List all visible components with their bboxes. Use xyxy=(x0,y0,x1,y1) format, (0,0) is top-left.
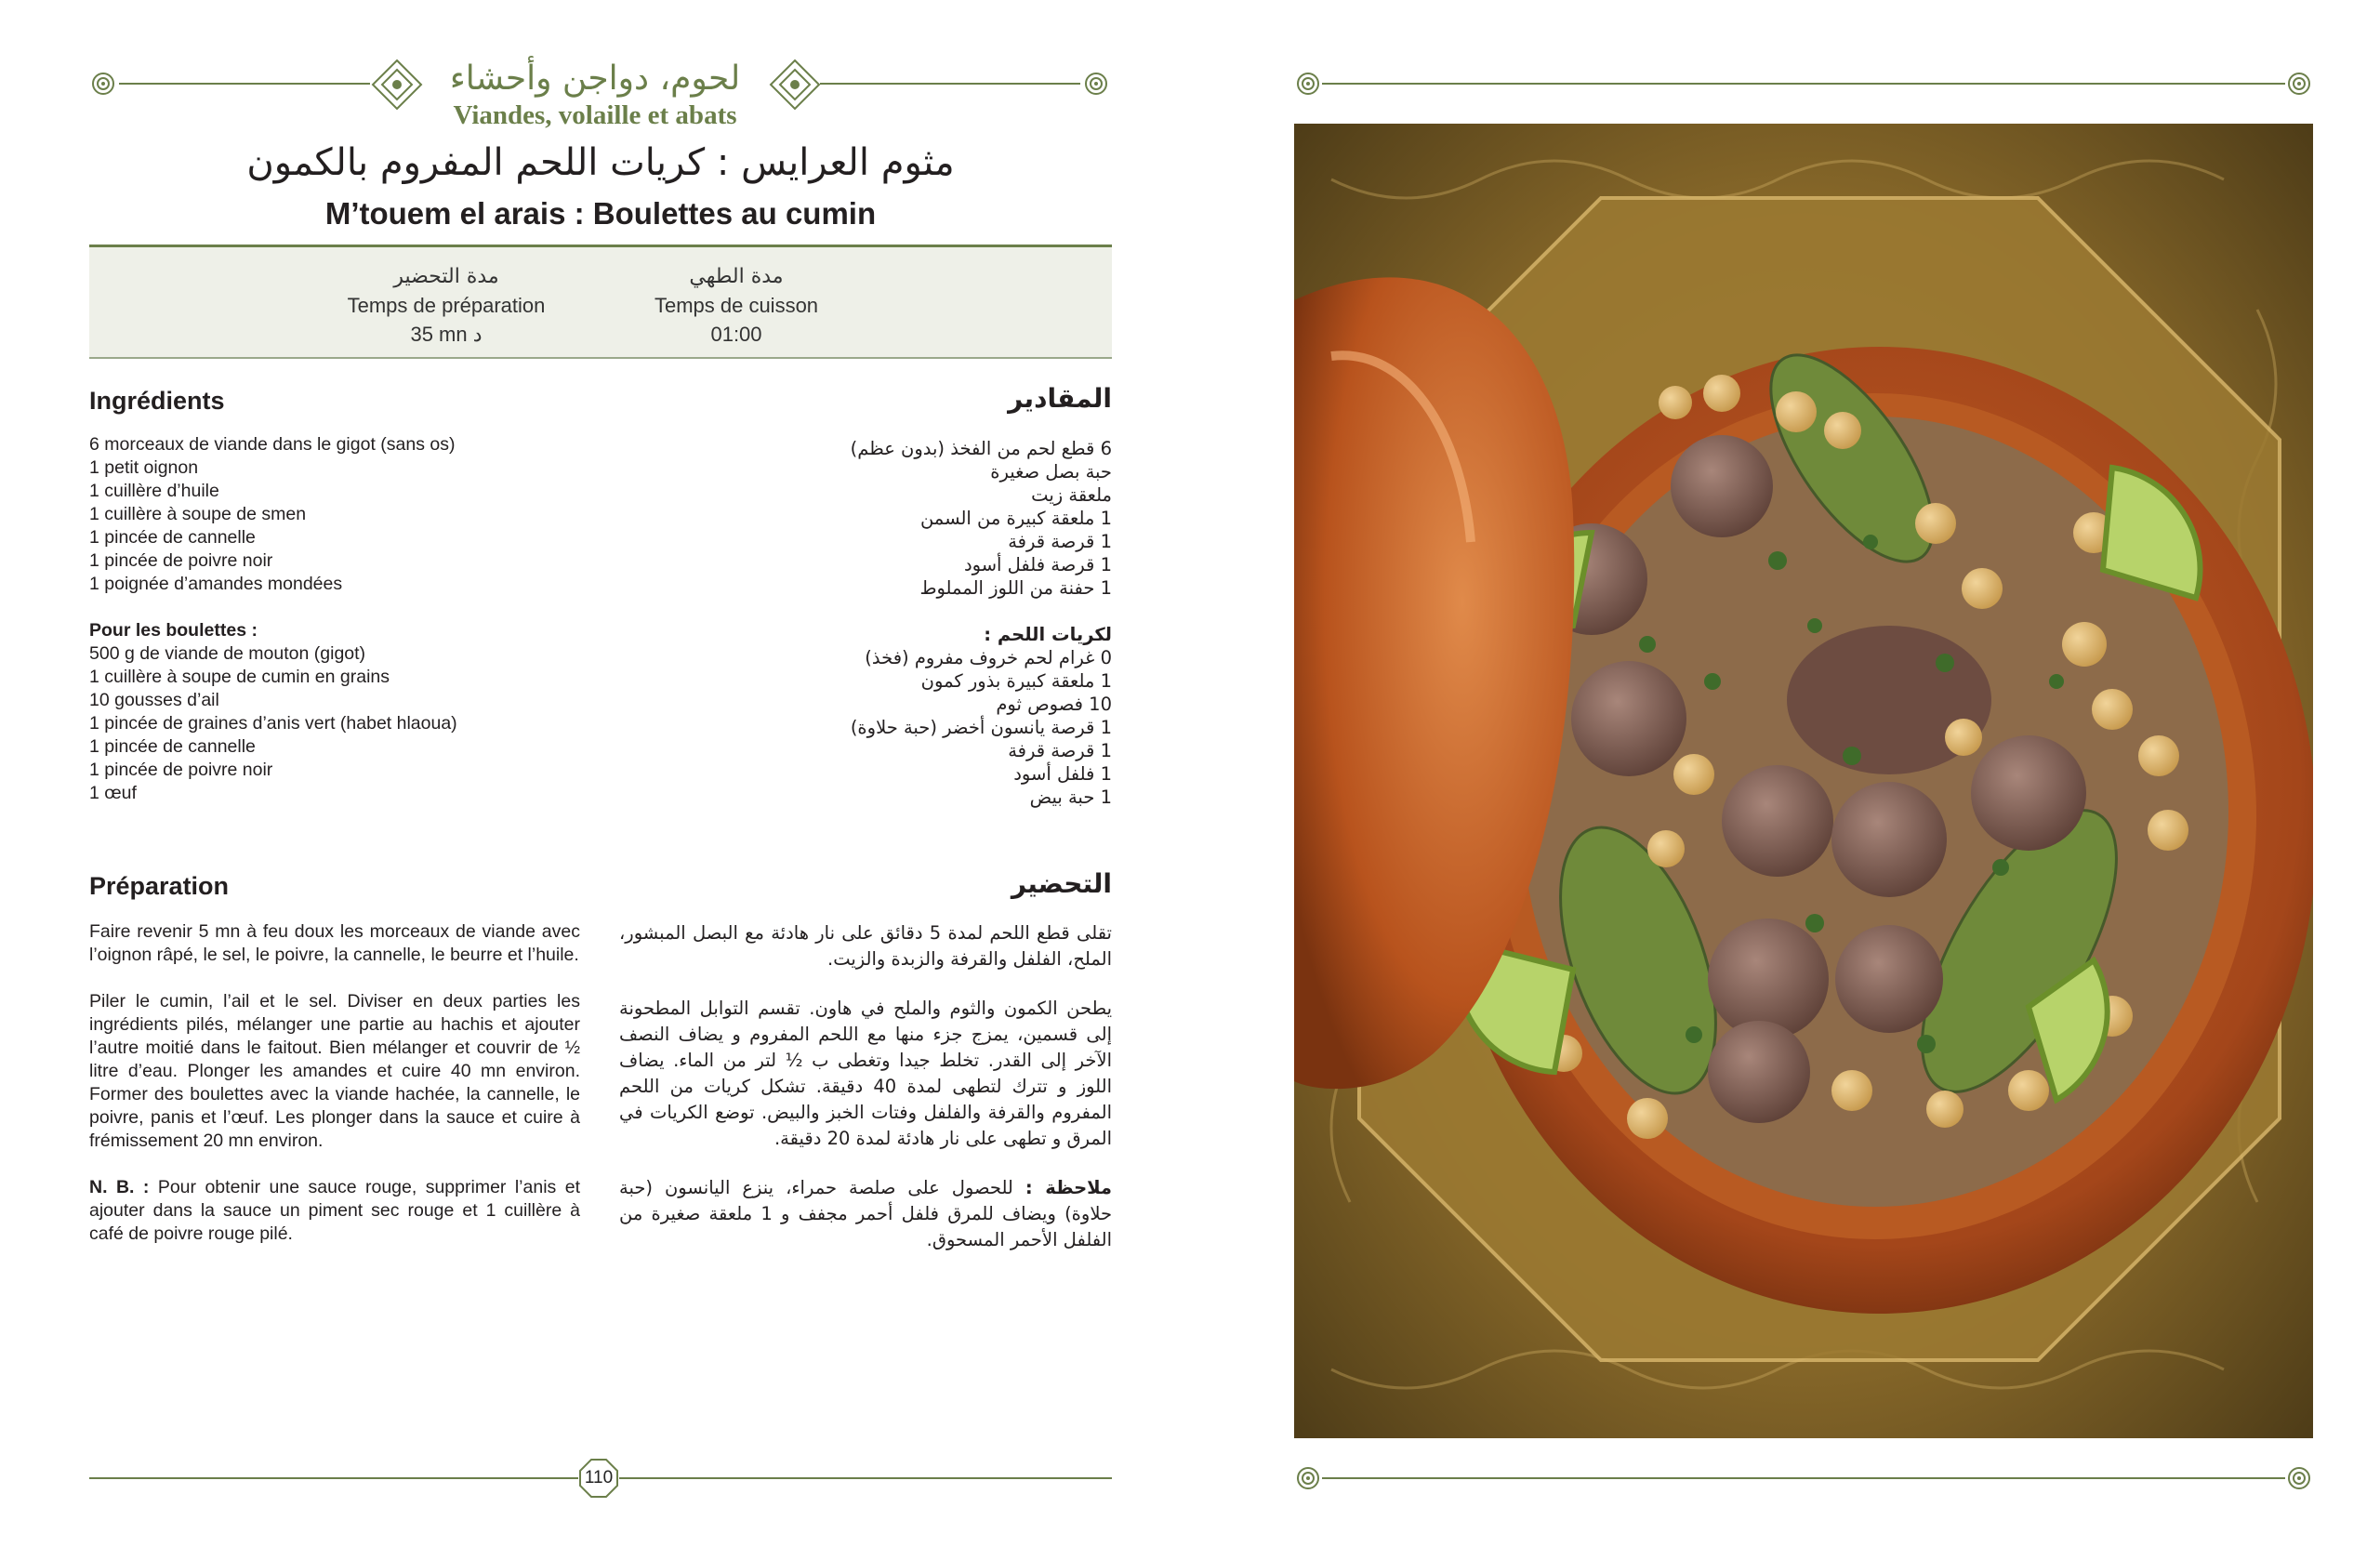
paragraph: يطحن الكمون والثوم والملح في هاون. تقسم التوابل المطحونة إلى قسمين، يمزج جزء منها مع اللحم المفروم و يضاف النصف الآخر إلى القدر. تخلط جيدا وتغطى ب ½ لتر من الماء. يضاف اللوز و تترك لتطهى لمدة 40 دقيقة. تشكل كريات من اللحم المفروم والقرفة والفلفل وفتات الخبز والبيض. توضع الكريات في المرق و تطهى على نار هادئة لمدة 20 دقيقة. xyxy=(619,998,1112,1149)
list-item: 1 قرصة فلفل أسود xyxy=(963,554,1112,575)
prep-time-block xyxy=(325,262,567,349)
cook-time-value: 01:00 xyxy=(710,323,762,346)
dish-photo xyxy=(1294,124,2313,1438)
cook-time-block xyxy=(615,262,857,349)
sub-heading-fr: Pour les boulettes : xyxy=(89,620,258,641)
list-item: 6 morceaux de viande dans le gigot (sans os) xyxy=(89,434,456,455)
list-item: 1 حبة بيض xyxy=(1029,787,1112,808)
preparation-heading-fr: Préparation xyxy=(89,872,230,900)
list-item: ملعقة زيت xyxy=(1031,484,1112,506)
list-item: 1 ملعقة كبيرة من السمن xyxy=(919,508,1112,529)
list-item: 6 قطع لحم من الفخذ (بدون عظم) xyxy=(850,438,1112,459)
prep-time-label-ar: مدة التحضير xyxy=(393,265,499,288)
rosette-ornament-icon xyxy=(1082,70,1110,98)
list-item: 500 g de viande de mouton (gigot) xyxy=(89,643,366,664)
ingredients-list-fr xyxy=(89,433,517,805)
prep-time-label-fr: Temps de préparation xyxy=(347,294,546,317)
ingredients-heading-ar: المقادير xyxy=(1008,383,1112,414)
list-item: 1 petit oignon xyxy=(89,457,199,478)
nb-note-ar xyxy=(619,1175,1112,1253)
tajine-illustration xyxy=(1294,124,2313,1438)
list-item: 1 قرصة يانسون أخضر (حبة حلاوة) xyxy=(850,717,1112,738)
category-title-ar: لحوم، دواجن وأحشاء xyxy=(449,60,741,98)
paragraph: Piler le cumin, l’ail et le sel. Diviser en deux parties les ingrédients pilés, mélanger une partie au hachis et ajouter l’autre moitié dans le faitout. Bien mélanger et couvrir de ½ litre d’eau. Plonger les amandes et cuire 40 mn environ. Former des boulettes avec la viande hachée, la cannelle, le poivre, panis et l’œuf. Les plonger dans la sauce et cuire à frémissement 20 mn environ. xyxy=(89,991,580,1151)
category-title-fr: Viandes, volaille et abats xyxy=(453,100,737,130)
nb-label: ملاحظة : xyxy=(1025,1177,1113,1198)
list-item: 1 poignée d’amandes mondées xyxy=(89,574,343,594)
top-rule-left-2 xyxy=(820,83,1080,85)
list-item: 1 cuillère d’huile xyxy=(89,481,219,501)
bottom-rule-left-2 xyxy=(619,1477,1112,1479)
list-item: 1 فلفل أسود xyxy=(1013,763,1112,785)
preparation-text-fr xyxy=(89,920,580,1269)
list-item: 10 فصوص ثوم xyxy=(996,694,1112,715)
nb-label: N. B. : xyxy=(89,1177,150,1197)
list-item: 1 pincée de poivre noir xyxy=(89,760,273,780)
list-item: 1 pincée de graines d’anis vert (habet hlaoua) xyxy=(89,713,457,734)
ingredients-list-ar xyxy=(721,437,1112,809)
preparation-text-ar xyxy=(619,920,1112,1276)
paragraph: Faire revenir 5 mn à feu doux les morceaux de viande avec l’oignon râpé, le sel, le poivre, la cannelle, le beurre et l’huile. xyxy=(89,921,580,965)
list-item: 1 قرصة قرفة xyxy=(1008,740,1112,761)
rosette-ornament-icon xyxy=(89,70,117,98)
rosette-ornament-icon xyxy=(2285,1464,2313,1492)
list-spacer xyxy=(89,596,517,619)
cook-time-label-ar: مدة الطهي xyxy=(689,265,784,288)
bottom-rule-left xyxy=(89,1477,578,1479)
list-item: 1 pincée de cannelle xyxy=(89,527,256,548)
page-number: 110 xyxy=(584,1468,614,1488)
nb-text: Pour obtenir une sauce rouge, supprimer l’anis et ajouter dans la sauce un piment sec rouge et 1 cuillère à café de poivre rouge pilé. xyxy=(89,1177,580,1244)
prep-time-value: 35 mn د xyxy=(410,323,483,346)
rosette-ornament-icon xyxy=(1294,1464,1322,1492)
nb-note-fr xyxy=(89,1176,580,1246)
list-item: 1 pincée de cannelle xyxy=(89,736,256,757)
bottom-rule-right xyxy=(1322,1477,2285,1479)
list-spacer xyxy=(721,600,1112,623)
list-item: 1 œuf xyxy=(89,783,137,803)
list-item: 1 قرصة قرفة xyxy=(1008,531,1112,552)
top-rule-left xyxy=(119,83,370,85)
list-item: حبة بصل صغيرة xyxy=(990,461,1112,483)
list-item: 1 pincée de poivre noir xyxy=(89,550,273,571)
nb-text: للحصول على صلصة حمراء، ينزع اليانسون (حبة حلاوة) ويضاف للمرق فلفل أحمر مجفف و 1 ملعقة صغيرة من الفلفل الأحمر المسحوق. xyxy=(619,1177,1113,1250)
preparation-heading-ar: التحضير xyxy=(1011,868,1112,899)
recipe-title-ar: مثوم العرايس : كريات اللحم المفروم بالكمون xyxy=(246,141,955,184)
rosette-ornament-icon xyxy=(2285,70,2313,98)
paragraph: تقلى قطع اللحم لمدة 5 دقائق على نار هادئة مع البصل المبشور، الملح، الفلفل والقرفة والزبدة والزيت. xyxy=(619,922,1112,970)
ingredients-heading-fr: Ingrédients xyxy=(89,387,225,415)
recipe-title-fr: M’touem el arais : Boulettes au cumin xyxy=(324,196,877,231)
page-number-badge xyxy=(578,1458,619,1499)
list-item: 10 gousses d’ail xyxy=(89,690,219,710)
list-item: 1 cuillère à soupe de smen xyxy=(89,504,307,524)
rosette-ornament-icon xyxy=(1294,70,1322,98)
cook-time-label-fr: Temps de cuisson xyxy=(654,294,819,317)
list-item: 1 cuillère à soupe de cumin en grains xyxy=(89,667,390,687)
time-info-band xyxy=(89,245,1112,359)
list-item: 0 غرام لحم خروف مفروم (فخذ) xyxy=(865,647,1112,668)
list-item: 1 حفنة من اللوز المملوط xyxy=(919,577,1112,599)
top-rule-right xyxy=(1322,83,2285,85)
sub-heading-ar: لكريات اللحم : xyxy=(984,624,1112,645)
list-item: 1 ملعقة كبيرة بذور كمون xyxy=(920,670,1112,692)
